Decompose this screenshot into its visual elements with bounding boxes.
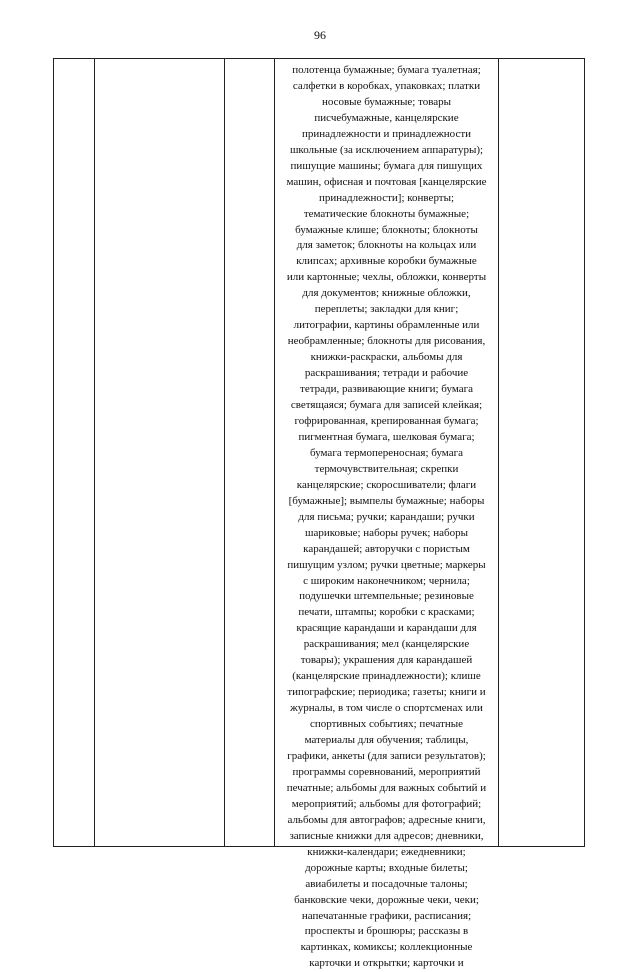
text-line: графики, анкеты (для записи результатов); <box>287 749 486 762</box>
text-line: с широким наконечником; чернила; <box>303 574 470 587</box>
text-line: пигментная бумага, шелковая бумага; <box>298 430 475 443</box>
text-line: для заметок; блокноты на кольцах или <box>296 239 477 252</box>
text-line: материалы для обучения; таблицы, <box>304 734 469 747</box>
text-line: пишущие машины; бумага для пишущих <box>290 159 483 172</box>
text-line: [бумажные]; вымпелы бумажные; наборы <box>288 494 485 507</box>
text-line: книжки-календари; ежедневники; <box>307 845 466 858</box>
text-line: записные книжки для адресов; дневники, <box>289 829 484 842</box>
text-line: писчебумажные, канцелярские <box>314 111 459 124</box>
text-line: программы соревнований, мероприятий <box>292 765 481 778</box>
text-line: типографские; периодика; газеты; книги и <box>287 686 486 699</box>
text-line: принадлежности]; конверты; <box>318 191 455 204</box>
text-line: банковские чеки, дорожные чеки, чеки; <box>294 893 479 906</box>
text-line: мероприятий; альбомы для фотографий; <box>291 797 482 810</box>
text-line: картинках, комиксы; коллекционные <box>300 941 473 954</box>
text-line: для письма; ручки; карандаши; ручки <box>298 510 475 523</box>
text-line: бумажные клише; блокноты; блокноты <box>295 223 478 236</box>
text-line: литографии, картины обрамленные или <box>293 319 480 332</box>
text-line: необрамленные; блокноты для рисования, <box>287 335 486 348</box>
column-divider <box>498 59 499 846</box>
text-line: книжки-раскраски, альбомы для <box>310 351 463 364</box>
text-line: альбомы для автографов; адресные книги, <box>287 813 486 826</box>
text-line: тетради, развивающие книги; бумага <box>300 383 473 396</box>
text-line: печати, штампы; коробки с красками; <box>298 606 475 619</box>
column-divider <box>94 59 95 846</box>
text-line: машин, офисная и почтовая [канцелярские <box>286 175 487 188</box>
goods-description-cell <box>275 63 498 972</box>
text-line: шариковые; наборы ручек; наборы <box>305 526 468 539</box>
text-line: салфетки в коробках, упаковках; платки <box>292 79 481 92</box>
text-line: школьные (за исключением аппаратуры); <box>289 143 484 156</box>
text-line: для документов; книжные обложки, <box>302 287 471 300</box>
text-line: переплеты; закладки для книг; <box>314 303 459 316</box>
text-line: носовые бумажные; товары <box>321 95 452 108</box>
text-line: товары); украшения для карандашей <box>300 654 473 667</box>
text-line: дорожные карты; входные билеты; <box>305 861 468 874</box>
text-line: журналы, в том числе о спортсменах или <box>290 702 483 715</box>
text-line: раскрашивания; мел (канцелярские <box>303 638 470 651</box>
text-line: термочувствительная; скрепки <box>314 462 459 475</box>
text-line: пишущим узлом; ручки цветные; маркеры <box>287 558 486 571</box>
text-line: клипсах; архивные коробки бумажные <box>296 255 477 268</box>
text-line: проспекты и брошюры; рассказы в <box>304 925 469 938</box>
column-divider <box>224 59 225 846</box>
text-line: авиабилеты и посадочные талоны; <box>305 877 468 890</box>
table <box>53 58 585 970</box>
text-line: тематические блокноты бумажные; <box>303 207 470 220</box>
text-line: светящаяся; бумага для записей клейкая; <box>290 399 483 412</box>
text-line: принадлежности и принадлежности <box>301 127 472 140</box>
text-line: (канцелярские принадлежности); клише <box>292 670 481 683</box>
text-line: раскрашивания; тетради и рабочие <box>304 367 469 380</box>
text-line: карточки и открытки; карточки и <box>309 957 464 970</box>
text-line: напечатанные графики, расписания; <box>301 909 472 922</box>
text-line: красящие карандаши и карандаши для <box>296 622 477 635</box>
text-line: подушечки штемпельные; резиновые <box>299 590 474 603</box>
text-line: карандашей; авторучки с пористым <box>303 542 470 555</box>
text-line: гофрированная, крепированная бумага; <box>294 414 479 427</box>
text-line: полотенца бумажные; бумага туалетная; <box>292 64 481 76</box>
text-line: или картонные; чехлы, обложки, конверты <box>286 271 487 284</box>
text-line: спортивных событиях; печатные <box>309 718 464 731</box>
text-line: печатные; альбомы для важных событий и <box>286 781 487 794</box>
text-line: бумага термопереносная; бумага <box>310 446 463 459</box>
page-number: 96 <box>314 28 326 42</box>
text-line: канцелярские; скоросшиватели; флаги <box>296 478 477 491</box>
